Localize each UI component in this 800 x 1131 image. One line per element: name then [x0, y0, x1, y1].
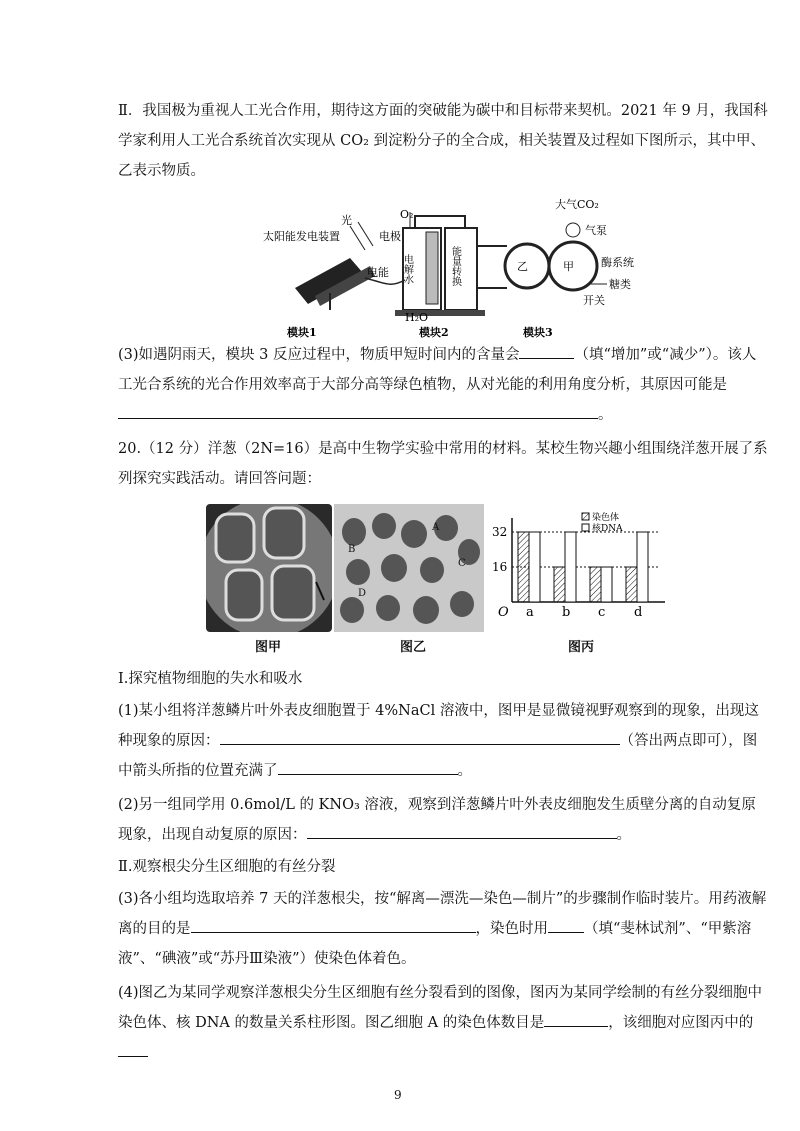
question-2: (2)另一组同学用 0.6mol/L 的 KNO₃ 溶液，观察到洋葱鳞片叶外表皮细胞发生质壁分离的自动复原现象，出现自动复原的原因： 。 [118, 797, 756, 843]
question-20-intro: 20.（12 分）洋葱（2N=16）是高中生物学实验中常用的材料。某校生物兴趣小组围绕洋葱开展了系列探究实践活动。请回答问题： [118, 441, 768, 487]
microscope-image-jia [206, 504, 332, 632]
cell-label-c: C [458, 558, 466, 569]
fig-jia-caption: 图甲 [255, 640, 282, 655]
bar-d-dna [637, 532, 648, 602]
cell-label-a: A [432, 522, 440, 533]
bar-a-dna [529, 532, 540, 602]
bar-c-dna [601, 567, 612, 602]
legend-dna: 核DNA [592, 524, 623, 534]
answer-blank[interactable] [118, 1038, 148, 1057]
module3-label: 模块3 [523, 326, 553, 338]
electrolysis-label: 电解水 [401, 254, 413, 284]
legend-chromosome: 染色体 [592, 513, 620, 523]
xtick-b: b [562, 605, 571, 620]
yi-label: 乙 [517, 260, 528, 273]
energy-conv-label: 能量转换 [449, 246, 461, 286]
question-4: (4)图乙为某同学观察洋葱根尖分生区细胞有丝分裂看到的图像，图丙为某同学绘制的有丝分裂细胞中染色体、核 DNA 的数量关系柱形图。图乙细胞 A 的染色体数目是 ，该细胞对应图丙中的 [118, 978, 768, 1068]
jia-label: 甲 [563, 260, 574, 273]
question-1: (1)某小组将洋葱鳞片叶外表皮细胞置于 4%NaCl 溶液中，图甲是显微镜视野观察到的现象，出现这种现象的原因： （答出两点即可），图中箭头所指的位置充满了 。 [118, 703, 759, 779]
xtick-a: a [526, 605, 534, 620]
microscope-image-yi [334, 504, 484, 632]
bar-d-chromosome [626, 567, 637, 602]
answer-blank[interactable] [220, 726, 620, 745]
bar-chart-bing [490, 510, 670, 630]
ytick-32: 32 [492, 525, 508, 539]
answer-blank[interactable] [548, 914, 584, 933]
part2-heading: Ⅱ.观察根尖分生区细胞的有丝分裂 [118, 859, 336, 875]
answer-blank[interactable] [519, 340, 574, 359]
pump-icon [566, 223, 580, 237]
legend-blank-swatch [582, 524, 589, 531]
page-number: 9 [394, 1088, 402, 1102]
sugar-label: 糖类 [609, 278, 631, 291]
answer-blank[interactable] [191, 914, 476, 933]
ytick-16: 16 [492, 560, 508, 574]
switch-label: 开关 [583, 294, 605, 307]
answer-blank[interactable] [544, 1008, 608, 1027]
enzyme-label: 酶系统 [601, 256, 634, 269]
bar-b-chromosome [554, 567, 565, 602]
electricity-label: 电能 [367, 266, 389, 279]
solar-label: 太阳能发电装置 [263, 230, 340, 243]
answer-blank[interactable] [278, 756, 458, 775]
air-co2-label: 大气CO₂ [555, 198, 599, 211]
question-3: (3)各小组均选取培养 7 天的洋葱根尖，按“解离—漂洗—染色—制片”的步骤制作临时装片。用药液解离的目的是 ，染色时用 （填“斐林试剂”、“甲紫溶液”、“碘液”或“苏丹Ⅲ染液”）使染色体着色。 [118, 891, 767, 967]
fig-bing-caption: 图丙 [568, 640, 595, 655]
pump-label: 气泵 [585, 224, 607, 237]
fig-yi-caption: 图乙 [400, 640, 427, 655]
legend-hatched-swatch [582, 513, 589, 520]
solar-panel-icon [295, 258, 375, 310]
module2-label: 模块2 [419, 326, 449, 338]
cell-label-d: D [358, 588, 367, 599]
artificial-photosynthesis-diagram [255, 188, 645, 338]
module1-label: 模块1 [287, 326, 317, 338]
h2o-label: H₂O [405, 311, 429, 324]
bar-b-dna [565, 532, 576, 602]
answer-blank[interactable] [307, 820, 617, 839]
cell-label-b: B [348, 544, 356, 555]
electrode-label: 电极 [379, 230, 401, 243]
xtick-d: d [634, 605, 643, 620]
section2-intro: Ⅱ．我国极为重视人工光合作用，期待这方面的突破能为碳中和目标带来契机。2021 年 9 月，我国科学家利用人工光合系统首次实现从 CO₂ 到淀粉分子的全合成，相关装置及过程如下图所示，其中甲、乙表示物质。 [118, 103, 768, 179]
origin-label: O [498, 605, 509, 620]
xtick-c: c [598, 605, 606, 620]
part1-heading: Ⅰ.探究植物细胞的失水和吸水 [118, 671, 303, 687]
bar-a-chromosome [518, 532, 529, 602]
light-label: 光 [341, 214, 352, 227]
question-3-section2: (3)如遇阴雨天，模块 3 反应过程中，物质甲短时间内的含量会 （填“增加”或“减少”）。该人工光合系统的光合作用效率高于大部分高等绿色植物，从对光能的利用角度分析，其原因可能是。 [118, 340, 768, 430]
o2-label: O₂ [400, 208, 414, 221]
answer-blank[interactable] [118, 400, 598, 419]
bar-c-chromosome [590, 567, 601, 602]
